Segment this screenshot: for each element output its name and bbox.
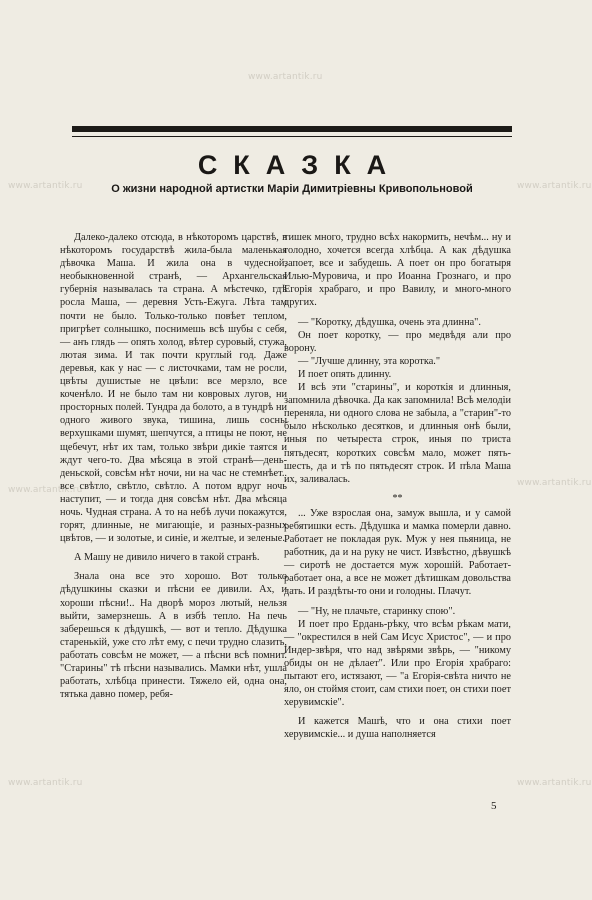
header-rule-thick [72, 126, 512, 132]
header-rule-thin [72, 136, 512, 137]
page-subtitle: О жизни народной артистки Марiи Димитрiевны Кривопольновой [111, 183, 473, 195]
paragraph: И кажется Машѣ, что и она стихи поет херувимскiе... и душа наполняется [284, 716, 511, 741]
paragraph: — "Коротку, дѣдушка, очень эта длинна". [298, 316, 481, 328]
watermark: www.artantik.ru [517, 778, 592, 788]
page-number: 5 [491, 800, 497, 812]
watermark: www.artantik.ru [8, 485, 83, 495]
paragraph: — "Лучше длинну, эта коротка." [298, 355, 441, 367]
text-column-left [60, 231, 287, 701]
paragraph: Знала она все это хорошо. Вот только дѣдушкины сказки и пѣсни ее дивили. Ах, и хороши пѣсни!.. На дворѣ мороз лютый, нельзя выйти, замерзнешь. А в избѣ тепло. На печь заберешься к дѣдушкѣ, — вот и тепло. Дѣдушка старенькiй, уже сто лѣт ему, с печи трудно слазить, работать совсѣм не может, — а пѣсни всѣ помнит. "Старины" тѣ пѣсни назывались. Мамки нѣт, ушла работать, хлѣбца принести. Тяжело ей, одна она, тятька давно помер, ребя- [60, 571, 287, 701]
paragraph: Далеко-далеко отсюда, в нѣкоторомъ царствѣ, в нѣкоторомъ государствѣ жила-была маленькая дѣвочка Маша. И жила она в чудесной, необыкновенной странѣ, — Архангельская губернiя называлась та страна. А мѣстечко, гдѣ росла Маша, — деревня Усть-Ежуга. Лѣта там почти не было. Только-только повѣет теплом, пригрѣет солнышко, поснимешь всѣ шубы с себя, — анъ глядь — опять холод, вѣтер суровый, стужа, лютая зима. И так почти круглый год. Даже деревья, как у нас — с листочками, там не росли, цвѣты душистые не цвѣли: все мерзло, все коченѣло. И не было там ни ковровых лугов, ни просторных полей. Тундра да болото, а в тундрѣ ни одного живого звука, тишина, лишь сосны верхушками шумят, шепчутся, а птицы не поют, не щебечут, нѣт их там, только звѣри дикiе таятся и ждут чего-то. Два мѣсяца в этой странѣ—день-деньской, совсѣм нѣт ночи, ни на час не стемнѣет.. все свѣтло, свѣтло, свѣтло. А потом вдруг ночь наступит, — и тогда дня совсѣм нѣт. Два мѣсяца ночь. Чудная страна. А то на небѣ лучи покажутся, горят, длинные, не мигающiе, и разных-разных цвѣтов, — и золотые, и синiе, и желтые, и зеленые. [60, 232, 287, 545]
text-column-right [284, 231, 511, 747]
watermark: www.artantik.ru [8, 181, 83, 191]
paragraph: И всѣ эти "старины", и короткiя и длинныя, запомнила дѣвочка. Да как запомнила! Всѣ мелодiи переняла, ни одного слова не забыла, а "старин"-то было нѣсколько десятков, и длинныя онѣ были, иныя по четыреста строк, иныя по триста пятьдесят, коротких совсѣм мало, может пять-шесть, да и тѣ по пятьдесят строк. И пѣла Маша их, заливалась. [284, 382, 511, 485]
paragraph: Он поет коротку, — про медвѣдя али про ворону. [284, 329, 511, 354]
paragraph: ... Уже взрослая она, замуж вышла, и у самой ребятишки есть. Дѣдушка и мамка померли давно. Работает не покладая рук. Муж у нея пьяница, не работник, да и на руку не чист. Извѣстно, дѣвушкѣ — сиротѣ не достается муж хорошiй. Работает-работает она, а все не может дѣтишкам довольства дать. И раздѣты-то они и голодны. Плачут. [284, 507, 511, 598]
paragraph: — "Ну, не плачьте, старинку спою". [298, 605, 456, 617]
watermark: www.artantik.ru [8, 778, 83, 788]
paragraph: И поет про Ердань-рѣку, что всѣм рѣкам мати, — "окрестился в ней Сам Исус Христос", — и про Индер-звѣря, что над звѣрями звѣрь, — "никому обиды он не дѣлает". Или про Егорiя храбраго: пытают его, истязают, — "а Егорiя-свѣта ничто не яло, он стоймя стоит, сам стихи поет, он стихи поет херувимскiе". [284, 618, 511, 709]
page-title: СКАЗКА [197, 150, 403, 180]
section-separator: ** [392, 492, 403, 504]
watermark: www.artantik.ru [248, 72, 323, 82]
paragraph: тишек много, трудно всѣх накормить, нечѣм... ну и голодно, хочется всегда хлѣбца. А как дѣдушка запоет, все и забудешь. А поет он про богатыря Илью-Муровича, и про Иоанна Грознаго, и про Егорiя храбраго, и про Вавилу, и много-много других. [284, 232, 511, 309]
paragraph: И поет опять длинну. [298, 368, 392, 380]
watermark: www.artantik.ru [517, 478, 592, 488]
paragraph: А Машу не дивило ничего в такой странѣ. [74, 552, 260, 564]
watermark: www.artantik.ru [517, 181, 592, 191]
